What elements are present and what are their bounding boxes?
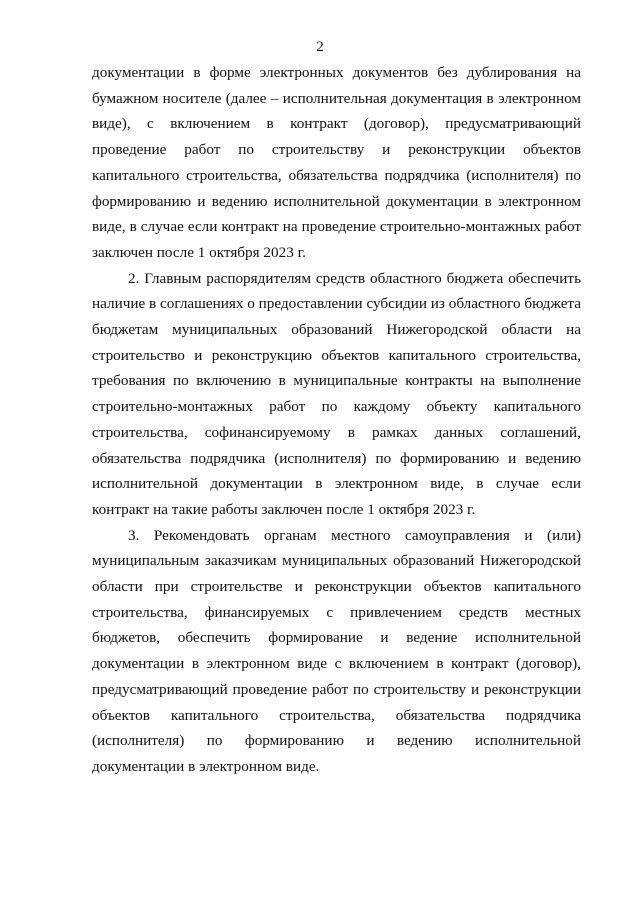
page-number: 2 — [316, 39, 324, 55]
paragraph-continuation: документации в форме электронных документов без дублирования на бумажном носителе (далее – исполнительная документация в электронном виде), с включением в контракт (договор), предусматривающий проведение работ по строительству и реконструкции объектов капитального строительства, обязательства подрядчика (исполнителя) по формированию и ведению исполнительной документации в электронном виде, в случае если контракт на проведение строительно-монтажных работ заключен после 1 октября 2023 г. — [92, 64, 581, 261]
paragraph-item-3: 3. Рекомендовать органам местного самоуправления и (или) муниципальным заказчикам муниципальных образований Нижегородской области при строительстве и реконструкции объектов капитального строительства, финансируемых с привлечением средств местных бюджетов, обеспечить формирование и ведение исполнительной документации в электронном виде с включением в контракт (договор), предусматривающий проведение работ по строительству и реконструкции объектов капитального строительства, обязательства подрядчика (исполнителя) по формированию и ведению исполнительной документации в электронном виде. — [92, 526, 581, 775]
paragraph-item-2: 2. Главным распорядителям средств областного бюджета обеспечить наличие в соглашениях о предоставлении субсидии из областного бюджета бюджетам муниципальных образований Нижегородской области на строительство и реконструкцию объектов капитального строительства, требования по включению в муниципальные контракты на выполнение строительно-монтажных работ по каждому объекту капитального строительства, софинансируемому в рамках данных соглашений, обязательства подрядчика (исполнителя) по формированию и ведению исполнительной документации в электронном виде, в случае если контракт на такие работы заключен после 1 октября 2023 г. — [92, 269, 581, 518]
document-body — [92, 60, 581, 780]
